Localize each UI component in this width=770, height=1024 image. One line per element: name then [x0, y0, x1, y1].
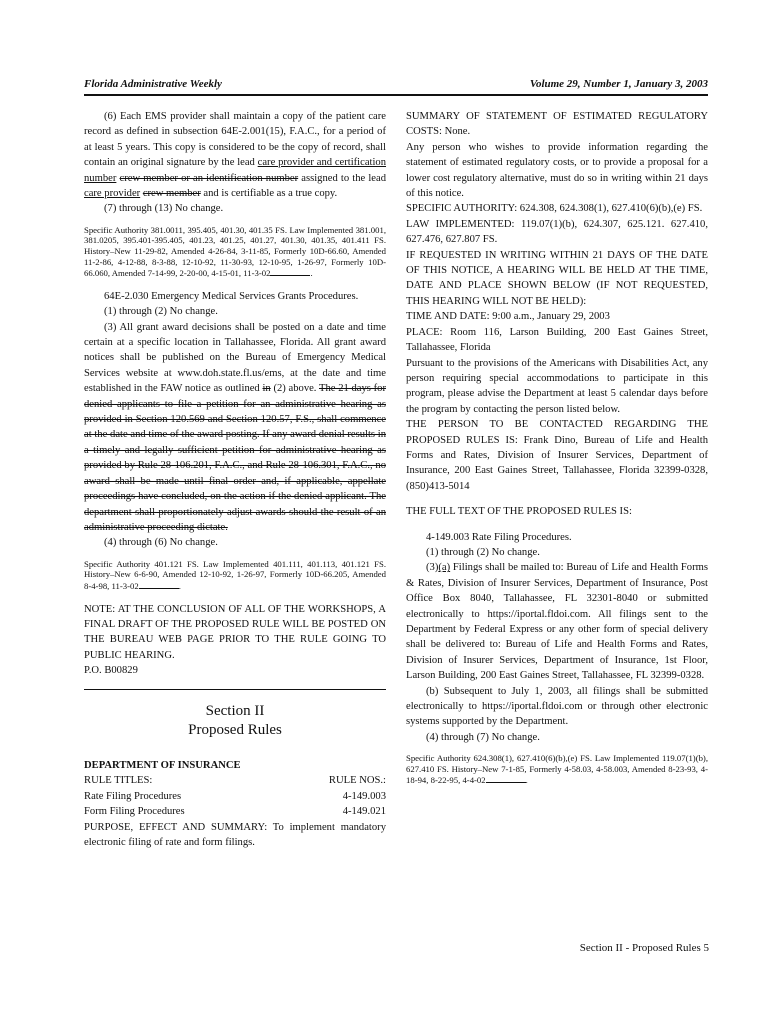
authority-text: Specific Authority 381.0011, 395.405, 401.30, 401.35 FS. Law Implemented 381.001, 381.0205, 395.401-395.405, 401.23, 401.25, 401.27, 401.30, 401.35, 401.411 FS. History–New 11-29-82, Amended 4-26-84, 3-11-85, Formerly 10D-66.60, Amended 11-2-86, 4-12-88, 8-3-88, 12-10-92, 11-30-93, 12-10-95, 1-26-97, Formerly 10D-66.060, Amended 7-14-99, 2-20-00, 4-15-01, 11-3-02 — [84, 224, 386, 279]
regulatory-cost-info: Any person who wishes to provide information regarding the statement of estimated regulatory costs, or to provide a proposal for a lower cost regulatory alternative, must do so in writing within 21 days of this notice. — [406, 141, 708, 200]
page-footer: Section II - Proposed Rules 5 — [579, 942, 709, 954]
rule-titles-header — [84, 773, 386, 788]
hearing-time-date: TIME AND DATE: 9:00 a.m., January 29, 2003 — [406, 311, 610, 323]
department-heading: DEPARTMENT OF INSURANCE — [84, 760, 241, 772]
full-text-heading: THE FULL TEXT OF THE PROPOSED RULES IS: — [406, 506, 632, 518]
no-change-4-7: (4) through (7) No change. — [426, 731, 540, 743]
ems-text-1: (6) Each EMS provider shall maintain a copy of the patient care record as defined in subsection 64E-2.001(15), F.A.C., for a period of at least 5 years. This copy is considered to be the copy of record, shall contain an original signature by the lead — [84, 111, 386, 169]
rule-title: Form Filing Procedures — [84, 806, 185, 818]
issue-info: Volume 29, Number 1, January 3, 2003 — [529, 78, 708, 90]
ems-deleted-text-2: crew member — [142, 188, 201, 200]
spacer — [84, 740, 386, 750]
spacer — [84, 551, 386, 557]
rule-heading-64e-2030: 64E-2.030 Emergency Medical Services Grants Procedures. — [104, 290, 359, 302]
spacer — [406, 745, 708, 751]
ems-record-paragraph — [84, 109, 386, 201]
authority-text: Specific Authority 624.308(1), 627.410(6)(b),(e) FS. Law Implemented 119.07(1)(b), 627.410 FS. History–New 7-1-85, Formerly 4-58.03, 4-58.003, Amended 8-23-93, 4-18-94, 8-22-95, 4-4-02 — [406, 753, 708, 786]
hearing-place: PLACE: Room 116, Larson Building, 200 East Gaines Street, Tallahassee, Florida — [406, 326, 708, 354]
ems-inserted-text-2: care provider — [84, 188, 141, 200]
spacer — [84, 750, 386, 758]
spacer — [406, 520, 708, 530]
spacer — [84, 592, 386, 602]
ems-text-2: assigned to the lead — [298, 172, 387, 184]
filing-paragraph-3a — [406, 560, 708, 683]
specific-authority-ems — [84, 225, 386, 279]
contact-person: THE PERSON TO BE CONTACTED REGARDING THE PROPOSED RULES IS: Frank Dino, Bureau of Life and Health Forms and Rates, Division of Insurer Services, Department of Insurance, 200 East Gaines Street, Tallahassee, Florida 32399-0328, (850)413-5014 — [406, 419, 708, 492]
grant-deleted-in: in — [262, 383, 271, 395]
spacer — [406, 494, 708, 504]
publication-title: Florida Administrative Weekly — [84, 78, 222, 90]
hearing-notice: IF REQUESTED IN WRITING WITHIN 21 DAYS OF THE DATE OF THIS NOTICE, A HEARING WILL BE HELD AT THE TIME, DATE AND PLACE SHOWN BELOW (IF NOT REQUESTED, THIS HEARING WILL NOT BE HELD): — [406, 249, 708, 307]
workshop-note: NOTE: AT THE CONCLUSION OF ALL OF THE WORKSHOPS, A FINAL DRAFT OF THE PROPOSED RULE WILL BE POSTED ON THE BUREAU WEB PAGE PRIOR TO THE RULE GOING TO PUBLIC HEARING. — [84, 603, 386, 661]
spacer — [84, 279, 386, 289]
authority-tail: . — [525, 775, 528, 786]
specific-authority: SPECIFIC AUTHORITY: 624.308, 624.308(1), 627.410(6)(b),(e) FS. — [406, 203, 703, 215]
po-number: P.O. B00829 — [84, 665, 138, 677]
specific-authority-rate-filing — [406, 753, 708, 786]
purpose-effect-summary: PURPOSE, EFFECT AND SUMMARY: To implement mandatory electronic filing of rate and form filings. — [84, 821, 386, 849]
law-implemented: LAW IMPLEMENTED: 119.07(1)(b), 624.307, 625.121. 627.410, 627.476, 627.807 FS. — [406, 218, 708, 246]
ada-notice: Pursuant to the provisions of the Americans with Disabilities Act, any person requiring special accommodations to participate in this program, please advise the Department at least 5 calendar days before the program by contacting the person listed below. — [406, 357, 708, 415]
rule-row — [84, 789, 386, 804]
no-change-4-6: (4) through (6) No change. — [104, 537, 218, 549]
grant-text-1: (3) All grant award decisions shall be posted on a date and time certain at a specific location in Tallahassee, Florida. All grant award notices shall be published on the Bureau of Emergency Medical Services website at www.doh.state.fl.us/ems, at the date and time established in the FAW notice as outlined — [84, 321, 386, 395]
ems-deleted-text-1: crew member or an identification number — [119, 172, 299, 184]
authority-text: Specific Authority 401.121 FS. Law Implemented 401.111, 401.113, 401.121 FS. History–New 6-6-90, Amended 12-10-92, 1-26-97, Formerly 10D-66.205, Amended 8-4-98, 11-3-02 — [84, 558, 386, 591]
filing-inserted-a: (a) — [438, 562, 451, 574]
ems-inserted-text-1: care provider and certification number — [84, 157, 387, 184]
rule-number: 4-149.021 — [342, 806, 386, 818]
summary-regulatory-costs: SUMMARY OF STATEMENT OF ESTIMATED REGULATORY COSTS: None. — [406, 111, 708, 138]
spacer — [84, 217, 386, 223]
blank-line — [486, 774, 528, 786]
specific-authority-grants — [84, 559, 386, 592]
header-rule — [84, 94, 708, 96]
filing-number: (3) — [426, 562, 439, 574]
filing-text: Filings shall be mailed to: Bureau of Life and Health Forms & Rates, Division of Insurer Services, Department of Insurance, Post Office Box 8040, Tallahassee, FL 32301-8040 or submitted electronically to https://iportal.fldoi.com. All filings sent to the Department by Federal Express or any other form of special delivery shall be delivered to: Bureau of Life and Health Forms and Rates, Division of Insurer Services, Department of Insurance, 1st Floor, Larson Building, 200 East Gaines Street, Tallahassee, FL 32399-0328. — [406, 562, 708, 682]
rule-nos-label: RULE NOS.: — [328, 775, 386, 787]
blank-line — [270, 267, 313, 279]
left-column — [84, 109, 386, 850]
rule-heading-4-149-003: 4-149.003 Rate Filing Procedures. — [426, 531, 572, 543]
no-change-1-2: (1) through (2) No change. — [104, 306, 218, 318]
authority-tail: . — [310, 268, 313, 279]
rule-number: 4-149.003 — [342, 790, 386, 802]
grant-award-paragraph — [84, 320, 386, 536]
ems-text-3: and is certifiable as a true copy. — [200, 188, 338, 200]
grant-text-2: (2) above. — [270, 383, 319, 395]
right-column — [406, 109, 708, 786]
filing-paragraph-3b: (b) Subsequent to July 1, 2003, all filings shall be submitted electronically to https://iportal.fldoi.com or through other electronic systems supported by the Department. — [406, 685, 708, 728]
rule-row — [84, 804, 386, 819]
authority-tail: . — [178, 580, 181, 591]
no-change-7-13: (7) through (13) No change. — [104, 203, 224, 215]
blank-line — [139, 580, 179, 589]
section-title: Section II — [205, 703, 265, 720]
grant-deleted-text: The 21 days for denied applicants to file a petition for an administrative hearing as provided in Section 120.569 and Section 120.57, F.S., shall commence at the date and time of the award posting. If any award denial results in a timely and legally sufficient petition for administrative hearing as provided by Rule 28-106.201, F.A.C., and Rule 28-106.301, F.A.C., no award shall be made until final order and, if applicable, appellate proceedings have concluded, on the action if the denied applicant. The department shall proportionately adjust awards should the result of an administrative proceeding dictate. — [84, 383, 387, 533]
no-change-1-2: (1) through (2) No change. — [426, 546, 540, 558]
running-header — [84, 78, 708, 92]
section-rule — [84, 689, 386, 691]
section-subtitle: Proposed Rules — [188, 722, 282, 739]
rule-title: Rate Filing Procedures — [84, 790, 182, 802]
rule-titles-label: RULE TITLES: — [84, 775, 153, 787]
